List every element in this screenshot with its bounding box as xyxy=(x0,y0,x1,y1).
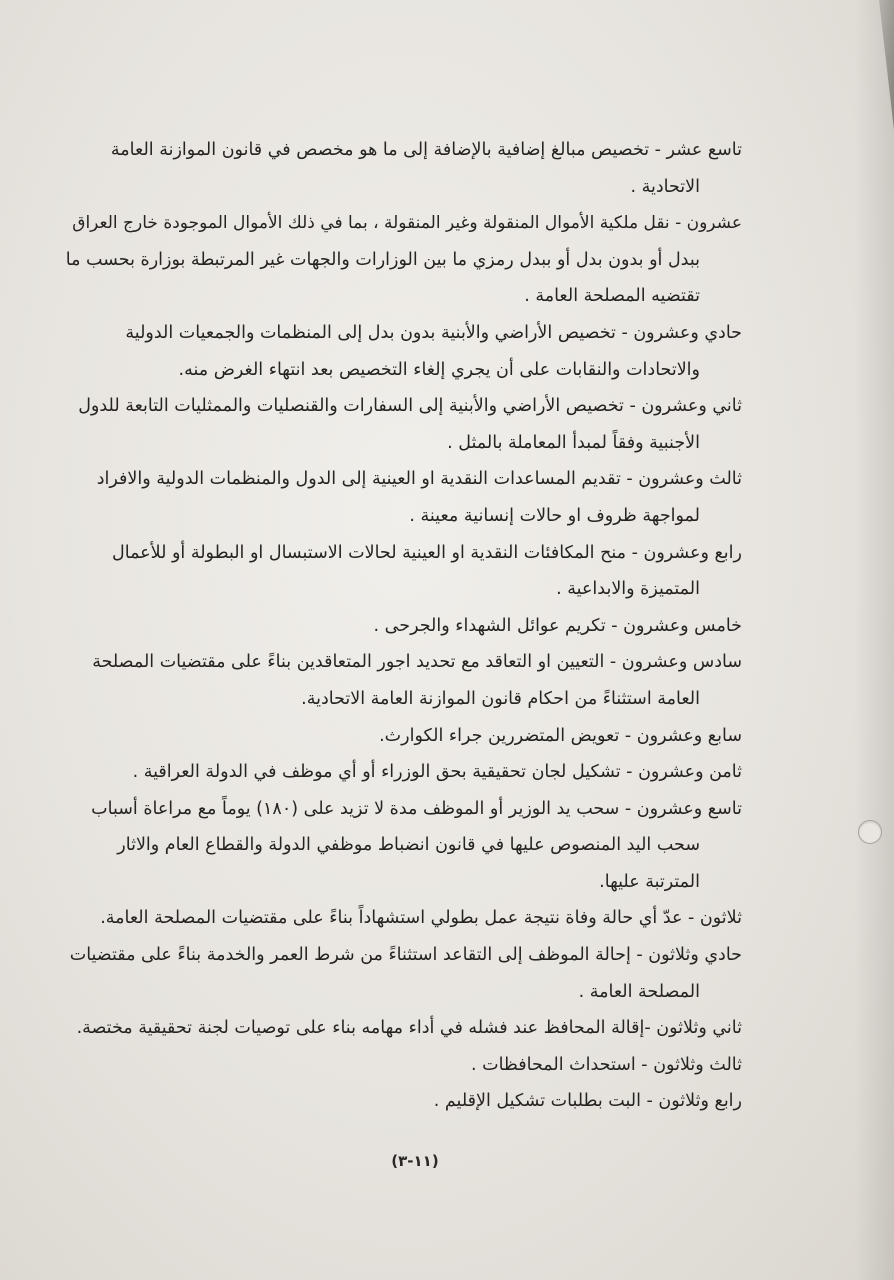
document-item-line: رابع وثلاثون - البت بطلبات تشكيل الإقليم . xyxy=(433,1091,742,1112)
document-item-line: خامس وعشرون - تكريم عوائل الشهداء والجرحى . xyxy=(373,615,742,636)
document-line-continuation: المتميزة والابداعية . xyxy=(556,579,700,600)
document-item-line: ثامن وعشرون - تشكيل لجان تحقيقية بحق الوزراء أو أي موظف في الدولة العراقية . xyxy=(132,762,742,783)
document-item-line: سابع وعشرون - تعويض المتضررين جراء الكوارث. xyxy=(379,725,742,746)
page-edge-shadow xyxy=(854,0,894,1280)
document-item-line: ثالث وثلاثون - استحداث المحافظات . xyxy=(470,1054,742,1075)
document-item-line: عشرون - نقل ملكية الأموال المنقولة وغير المنقولة ، بما في ذلك الأموال الموجودة خارج العراق xyxy=(72,213,742,234)
binder-punch-hole xyxy=(858,820,882,844)
document-item-line: ثلاثون - عدّ أي حالة وفاة نتيجة عمل بطولي استشهاداً بناءً على مقتضيات المصلحة العامة. xyxy=(100,908,742,929)
document-line-continuation: العامة استثناءً من احكام قانون الموازنة العامة الاتحادية. xyxy=(301,688,700,709)
document-line-continuation: تقتضيه المصلحة العامة . xyxy=(524,286,700,307)
document-line-continuation: الأجنبية وفقاً لمبدأ المعاملة بالمثل . xyxy=(447,432,700,453)
document-item-line: تاسع وعشرون - سحب يد الوزير أو الموظف مدة لا تزيد على (١٨٠) يوماً مع مراعاة أسباب xyxy=(91,798,742,819)
document-line-continuation: الاتحادية . xyxy=(630,176,700,197)
document-line-continuation: المترتبة عليها. xyxy=(599,871,700,892)
document-item-line: ثاني وعشرون - تخصيص الأراضي والأبنية إلى السفارات والقنصليات والممثليات التابعة للدول xyxy=(78,396,742,417)
document-item-line: حادي وثلاثون - إحالة الموظف إلى التقاعد استثناءً من شرط العمر والخدمة بناءً على مقتضيات xyxy=(69,945,742,966)
document-line-continuation: سحب اليد المنصوص عليها في قانون انضباط موظفي الدولة والقطاع العام والاثار xyxy=(117,835,700,856)
document-item-line: رابع وعشرون - منح المكافئات النقدية او العينية لحالات الاستبسال او البطولة أو للأعمال xyxy=(112,542,742,563)
document-item-line: تاسع عشر - تخصيص مبالغ إضافية بالإضافة إلى ما هو مخصص في قانون الموازنة العامة xyxy=(110,140,742,160)
page-number: (١١-٣) xyxy=(391,1152,439,1170)
document-item-line: سادس وعشرون - التعيين او التعاقد مع تحديد اجور المتعاقدين بناءً على مقتضيات المصلحة xyxy=(92,652,742,673)
document-line-continuation: المصلحة العامة . xyxy=(578,981,700,1002)
document-item-line: ثاني وثلاثون -إقالة المحافظ عند فشله في أداء مهامه بناء على توصيات لجنة تحقيقية مختصة. xyxy=(76,1018,742,1039)
document-item-line: حادي وعشرون - تخصيص الأراضي والأبنية بدون بدل إلى المنظمات والجمعيات الدولية xyxy=(125,322,742,343)
document-body xyxy=(56,132,742,1120)
document-line-continuation: ببدل أو بدون بدل أو ببدل رمزي ما بين الوزارات والجهات غير المرتبطة بوزارة بحسب ما xyxy=(65,249,700,270)
document-line-continuation: والاتحادات والنقابات على أن يجري إلغاء التخصيص بعد انتهاء الغرض منه. xyxy=(178,359,700,380)
document-line-continuation: لمواجهة ظروف او حالات إنسانية معينة . xyxy=(409,505,700,526)
document-item-line: ثالث وعشرون - تقديم المساعدات النقدية او العينية إلى الدول والمنظمات الدولية والافراد xyxy=(96,469,742,490)
